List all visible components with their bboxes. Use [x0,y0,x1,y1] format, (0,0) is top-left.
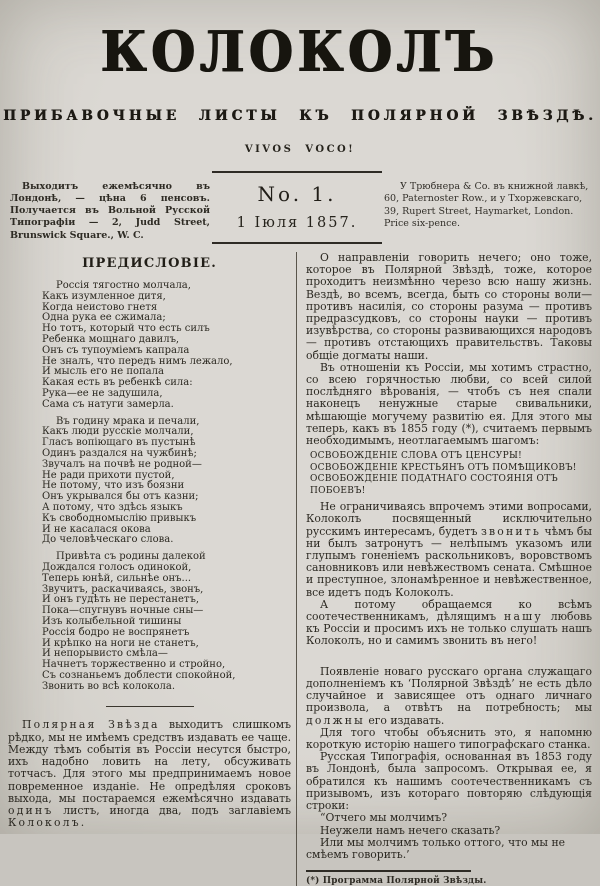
footnote-rule [306,870,471,872]
preface-poem [42,281,291,692]
poem-line: Звучалъ на почвѣ не родной— [42,458,202,470]
text-run: листъ, иногда два, подъ заглавіемъ [53,803,291,817]
right-column [296,252,592,886]
poem-line: Когда неистово гнетя [42,301,158,313]
left-column [8,252,296,829]
publication-info: Выходитъ ежемѣсячно въ Лондонѣ, — цѣна 6 пенсовъ. Получается въ Вольной Русской Типографіи — 2, Judd Street, Brunswick Square., W. C. [10,181,210,241]
quoted-lines [306,812,592,862]
poem-line: Въ годину мрака и печали, [56,415,200,427]
text-run: его издавать. [364,713,445,727]
text-run: чѣмъ бы ни былъ затронутъ — нелѣпымъ указомъ или глупымъ гоненіемъ раскольниковъ, воровствомъ сановниковъ или невѣжествомъ сената. Смѣшное и преступное, злонамѣренное и невѣжественное, все идетъ подъ Колоколъ. [306,524,592,599]
paragraph-appeal [306,599,592,648]
poem-line: И не касалася окова [42,523,151,535]
issue-number: No. 1. [257,182,337,206]
slogan-line: ОСВОБОЖДЕНІЕ КРЕСТЬЯНЪ ОТЪ ПОМѢЩИКОВЪ! [310,462,577,473]
poem-line: Но тотъ, который что есть силъ [42,323,210,335]
emphasized-text: одинъ [8,803,54,817]
quote-line: “Отчего мы молчимъ? [320,811,448,825]
text-run: Не ограничиваясь впрочемъ этими вопросами, Колоколъ посвященный исключительно русскимъ интересамъ, будетъ [306,500,592,538]
poem-line: Одна рука ее сжимала; [42,312,166,324]
quote-line: Неужели намъ нечего сказать? [320,823,501,837]
emphasized-text: нашу [504,610,543,624]
page-body [0,252,600,886]
poem-line: Онъ съ тупоуміемъ капрала [42,344,190,356]
poem-line: Дождался голосъ одинокой, [42,561,192,573]
poem-line: Изъ колыбельной тишины [42,615,182,627]
bookseller-info: У Трюбнера & Co. въ книжной лавкѣ, 60, Paternoster Row., и у Тхоржевскаго, 39, Rupert Street, Haymarket, London. Price six-pence. [384,181,589,230]
poem-line: Звучитъ, раскачиваясь, звонъ, [42,583,204,595]
announcement-paragraph [8,719,291,829]
paragraph-russia-hopes: Въ отношеніи къ Россіи, мы хотимъ страстно, со всею горячностью любви, со всей силой послѣдняго вѣрованія, — чтобъ съ нея спали наконецъ ненужные старые свивальники, мѣшающіе могучему развитію ея. Для этого мы теперь, какъ въ 1855 году (*), считаемъ первымъ необходимымъ, неотлагаемымъ шагомъ: [306,360,592,448]
issue-header [0,169,600,244]
poem-line: Къ свободномыслію привыкъ [42,512,197,524]
poem-line: Не потому, что изъ боязни [42,480,185,492]
poem-line: Не ради прихоти пустой, [42,469,175,481]
poem-line: Не зналъ, что передъ нимъ лежало, [42,355,233,367]
poem-line: И крѣпко на ноги не станетъ, [42,637,199,649]
poem-line: Рука—ее не задушила, [42,387,163,399]
issue-number-block [212,171,382,244]
paragraph-scope [306,501,592,599]
emphasized-text: Полярная Звѣзда [22,718,160,732]
poem-line: Гласъ вопіющаго въ пустынѣ [42,437,196,449]
poem-stanza [42,552,291,692]
masthead [0,0,600,155]
paragraph-direction: О направленіи говорить нечего; оно тоже, которое въ Полярной Звѣздѣ, тоже, которое проходитъ неизмѣнно черезо всю нашу жизнь. Вездѣ, во всемъ, всегда, быть со стороны воли—противъ насилія, со стороны разума — противъ предразсудковъ, со стороны науки — противъ изувѣрства, со стороны развивающихся народовъ — противъ отстающихъ правительствъ. Таковы общіе догматы наши. [306,251,592,362]
section-divider-rule [106,706,194,707]
masthead-subtitle: ПРИБАВОЧНЫЕ ЛИСТЫ КЪ ПОЛЯРНОЙ ЗВѢЗДѢ. [3,108,597,124]
text-run: выходитъ слишкомъ рѣдко, мы не имѣемъ средствъ издавать ее чаще. Между тѣмъ событія въ Россіи несутся быстро, ихъ надобно ловить на лету, обсуживать тотчасъ. Для этого мы предпринимаемъ новое повременное изданіе. Не опредѣляя сроковъ выхода, мы постараемся ежемѣсячно издавать [8,718,291,805]
poem-line: Россія бодро не воспрянетъ [42,626,190,638]
text-run: любовь къ Россіи и просимъ ихъ не только слушать нашъ Колоколъ, но и самимъ звонить въ него! [306,610,592,648]
slogan-line: ОСВОБОЖДЕНІЕ ПОДАТНАГО СОСТОЯНІЯ ОТЪ ПОБОЕВЪ! [310,474,558,496]
liberation-slogans [310,451,592,497]
emphasized-text: Колоколъ [8,816,81,830]
poem-line: Какая есть въ ребенкѣ сила: [42,377,193,389]
preface-heading: ПРЕДИСЛОВІЕ. [82,256,217,271]
masthead-motto: VIVOS VOCO! [244,144,356,155]
poem-stanza [42,281,291,411]
paragraph-printing-house: Русская Типографія, основанная въ 1853 году въ Лондонѣ, была запросомъ. Открывая ее, я обратился къ нашимъ соотечественникамъ съ призывомъ, изъ котораго повторяю слѣдующія строки: [306,750,592,812]
poem-line: Начнетъ торжественно и стройно, [42,659,226,671]
poem-line: Сама съ натуги замерла. [42,398,174,410]
masthead-title: КОЛОКОЛЪ [101,18,499,85]
poem-stanza [42,417,291,547]
emphasized-text: звонить [480,524,542,538]
poem-line: Онъ укрывался бы отъ казни; [42,491,199,503]
poem-line: Звонить во всѣ колокола. [42,680,176,692]
poem-line: Ребенка мощнаго давилъ, [42,333,180,345]
poem-line: Привѣта съ родины далекой [56,551,206,563]
poem-line: До человѣческаго слова. [42,534,174,546]
issue-date: 1 Іюля 1857. [236,215,358,231]
poem-line: Россія тягостно молчала, [56,280,191,291]
poem-line: Одинъ раздался на чужбинѣ; [42,447,197,459]
text-run: Появленіе новаго русскаго органа служащаго дополненіемъ къ ‘Полярной Звѣздѣ’ не есть дѣло случайное и зависящее отъ однаго личнаго произвола, а отвѣтъ на потребность; мы [306,664,592,715]
paragraph-history-intro: Для того чтобы объяснить это, я напомню короткую исторію нашего типографскаго станка. [306,725,592,751]
emphasized-text: должны [306,713,365,727]
text-run: А потому обращаемся ко всѣмъ соотечественникамъ, дѣлящимъ [306,597,592,624]
poem-line: И мысль его не попала [42,366,164,378]
poem-line: Съ сознаньемъ доблести спокойной, [42,669,236,681]
poem-line: Теперь юнѣй, сильнѣе онъ... [42,572,192,584]
poem-line: Какъ люди русскіе молчали, [42,426,194,438]
text-run: . [80,816,85,830]
footnote [306,870,592,886]
poem-line: А потому, что здѣсь языкъ [42,501,183,513]
quote-line: Или мы молчимъ только оттого, что мы не смѣемъ говорить.’ [306,835,566,862]
footnote-text: (*) Программа Полярной Звѣзды. [306,875,487,886]
slogan-line: ОСВОБОЖДЕНІЕ СЛОВА ОТЪ ЦЕНСУРЫ! [310,451,523,462]
poem-line: И онъ гудѣть не перестанетъ, [42,594,200,606]
poem-line: Пока—спугнувъ ночные сны— [42,605,204,617]
paragraph-new-organ [306,666,592,727]
poem-line: И непорывисто смѣла— [42,648,168,660]
poem-line: Какъ изумленное дитя, [42,290,166,302]
